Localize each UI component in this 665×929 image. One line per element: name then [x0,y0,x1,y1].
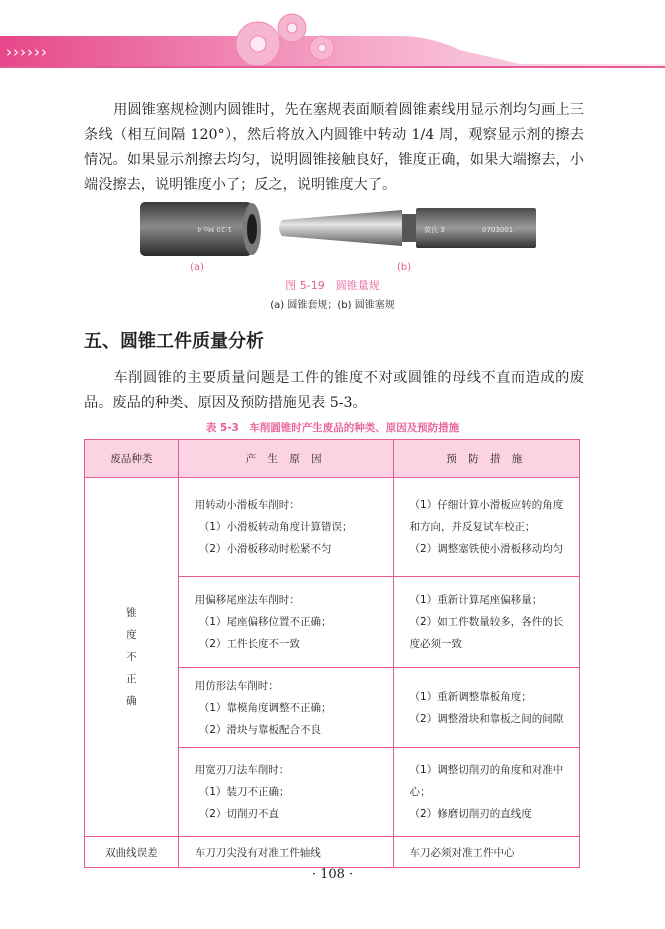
defects-table [84,439,580,868]
cause-cell [178,668,393,748]
cause-title: 用宽刃刀法车削时： [194,764,290,776]
measure-item: （2）修磨切削刃的直线度 [409,808,532,820]
header-arrows: ›››››› [6,43,48,61]
header-measure: 预 防 措 施 [393,440,579,478]
measure-item: （2）如工件数量较多，各件的长度必须一致 [409,616,564,650]
measure-cell [393,668,579,748]
paragraph-quality-analysis [84,366,584,416]
plug-gauge-marking-1: 莫氏 3 [424,226,445,234]
header-divider [0,66,665,68]
cause-title: 用转动小滑板车削时： [194,499,300,511]
measure-item: （1）重新计算尾座偏移量； [409,594,543,606]
kind-hyperbola-cell: 双曲线误差 [85,837,179,868]
paragraph-1-text: 用圆锥塞规检测内圆锥时，先在塞规表面顺着圆锥素线用显示剂均匀画上三条线（相互间隔 120°），然后将放入内圆锥中转动 1/4 周，观察显示剂的擦去情况。如果显示剂擦去均匀，说明圆锥接触良好，锥度正确，如果大端擦去，小端没擦去，说明锥度小了；反之，说明锥度大了。 [84,102,584,193]
page-header [0,0,665,70]
paragraph-taper-plug-check [84,98,584,198]
cause-cell [178,577,393,668]
cause-item: （2）切削刃不直 [198,808,279,820]
kind-taper-cell [85,478,179,837]
ring-gauge-marking: 1:20 Mo.4 [197,225,232,233]
measure-cell [393,577,579,668]
header-decoration [0,0,665,70]
cause-item: （2）小滑板移动时松紧不匀 [198,543,332,555]
header-kind: 废品种类 [85,440,179,478]
cause-title: 用偏移尾座法车削时： [194,594,300,606]
cause-cell [178,748,393,837]
measure-item: （1）调整切削刃的角度和对准中心； [409,764,564,798]
cause-item: （2）工件长度不一致 [198,638,300,650]
measure-cell: 车刀必须对准工件中心 [393,837,579,868]
measure-item: （2）调整滑块和靠板之间的间隙 [409,712,564,725]
cause-title: 用仿形法车削时： [194,679,279,692]
taper-plug-gauge [279,208,536,248]
cause-item: （2）滑块与靠板配合不良 [198,723,321,736]
header-cause: 产 生 原 因 [178,440,393,478]
measure-item: （1）重新调整靠板角度； [409,690,532,703]
measure-cell [393,748,579,837]
table-row [85,478,580,577]
cause-cell [178,478,393,577]
figure-caption: 图 5-19 圆锥量规 [285,279,380,292]
table-header-row [85,440,580,478]
cause-item: （1）小滑板转动角度计算错误； [198,521,353,533]
paragraph-2-text: 车削圆锥的主要质量问题是工件的锥度不对或圆锥的母线不直而造成的废品。废品的种类、原因及预防措施见表 5-3。 [84,370,584,411]
figure-label-b: (b) [397,262,412,273]
figure-subcaption: (a) 圆锥套规；(b) 圆锥塞规 [270,300,395,311]
figure-label-a: (a) [190,262,204,273]
table-title: 表 5-3 车削圆锥时产生废品的种类、原因及预防措施 [205,422,460,434]
taper-ring-gauge [140,202,261,256]
kind-taper-text: 锥度不正确 [126,607,137,707]
page-number: · 108 · [311,867,354,882]
measure-cell [393,478,579,577]
table-row [85,837,580,868]
cause-item: （1）装刀不正确； [198,786,290,798]
taper-gauges-image [130,196,540,262]
section-heading: 五、圆锥工件质量分析 [84,331,264,352]
cause-item: （1）靠模角度调整不正确； [198,701,332,714]
plug-gauge-marking-2: 0703001 [482,226,514,234]
measure-item: （1）仔细计算小滑板应转的角度和方向，并反复试车校正； [409,499,564,533]
cause-cell: 车刀刀尖没有对准工件轴线 [178,837,393,868]
measure-item: （2）调整塞铁使小滑板移动均匀 [409,543,564,555]
cause-item: （1）尾座偏移位置不正确； [198,616,332,628]
